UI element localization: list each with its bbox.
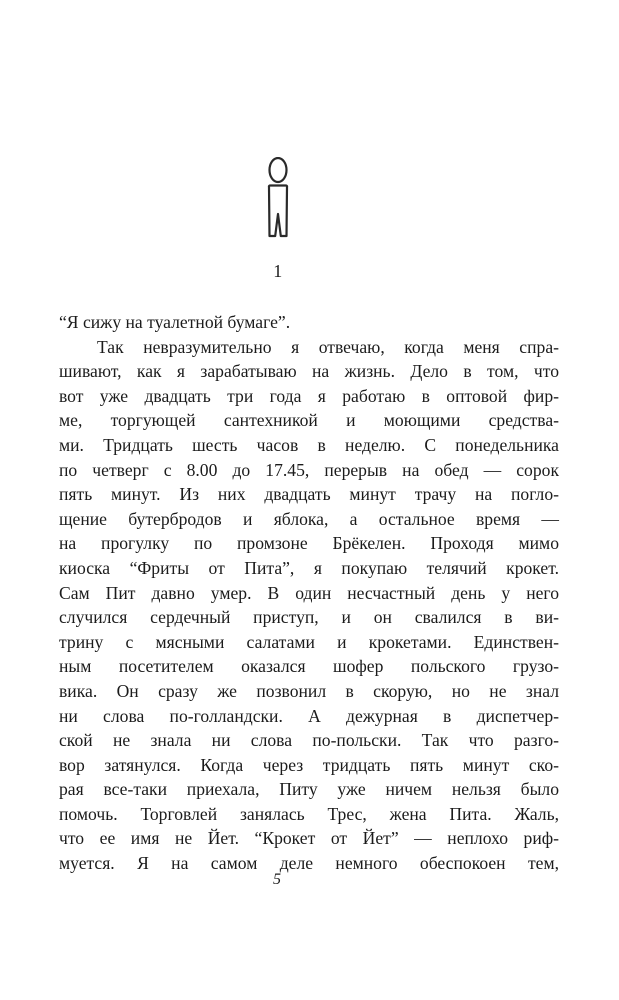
text-line: киоска “Фриты от Пита”, я покупаю телячий крокет.	[59, 557, 559, 578]
text-line: “Я сижу на туалетной бумаге”.	[59, 312, 291, 332]
text-line: трину с мясными салатами и крокетами. Единствен-	[59, 631, 559, 652]
text-line: Сам Пит давно умер. В один несчастный день у него	[59, 582, 559, 603]
text-line: Так невразумительно я отвечаю, когда меня спра-	[97, 336, 559, 357]
person-figure-icon	[260, 157, 296, 243]
text-line: ным посетителем оказался шофер польского грузо-	[59, 656, 559, 677]
text-line: шивают, как я зарабатываю на жизнь. Дело в том, что	[59, 361, 559, 382]
text-line: вот уже двадцать три года я работаю в оптовой фир-	[59, 385, 559, 406]
text-line: вика. Он сразу же позвонил в скорую, но не знал	[59, 680, 559, 701]
text-line: муется. Я на самом деле немного обеспокоен тем,	[59, 853, 559, 874]
text-line: ме, торгующей сантехникой и моющими средства-	[59, 410, 559, 431]
text-line: рая все-таки приехала, Питу уже ничем нельзя было	[59, 779, 559, 800]
body-text	[59, 310, 559, 876]
text-line: на прогулку по промзоне Брёкелен. Проходя мимо	[59, 533, 559, 554]
text-line: что ее имя не Йет. “Крокет от Йет” — неплохо риф-	[59, 828, 559, 849]
text-line: пять минут. Из них двадцать минут трачу на погло-	[59, 484, 559, 505]
page-number: 5	[273, 871, 281, 888]
text-line: ской не знала ни слова по-польски. Так что разго-	[59, 730, 559, 751]
text-line: ми. Тридцать шесть часов в неделю. С понедельника	[59, 434, 559, 455]
text-line: щение бутербродов и яблока, а остальное время —	[59, 508, 559, 529]
text-line: случился сердечный приступ, и он свалился в ви-	[59, 607, 559, 628]
text-line: ни слова по-голландски. А дежурная в диспетчер-	[59, 705, 559, 726]
text-line: по четверг с 8.00 до 17.45, перерыв на обед — сорок	[59, 459, 559, 480]
text-line: вор затянулся. Когда через тридцать пять минут ско-	[59, 754, 559, 775]
chapter-number: 1	[273, 261, 283, 281]
text-line: помочь. Торговлей занялась Трес, жена Пита. Жаль,	[59, 803, 559, 824]
